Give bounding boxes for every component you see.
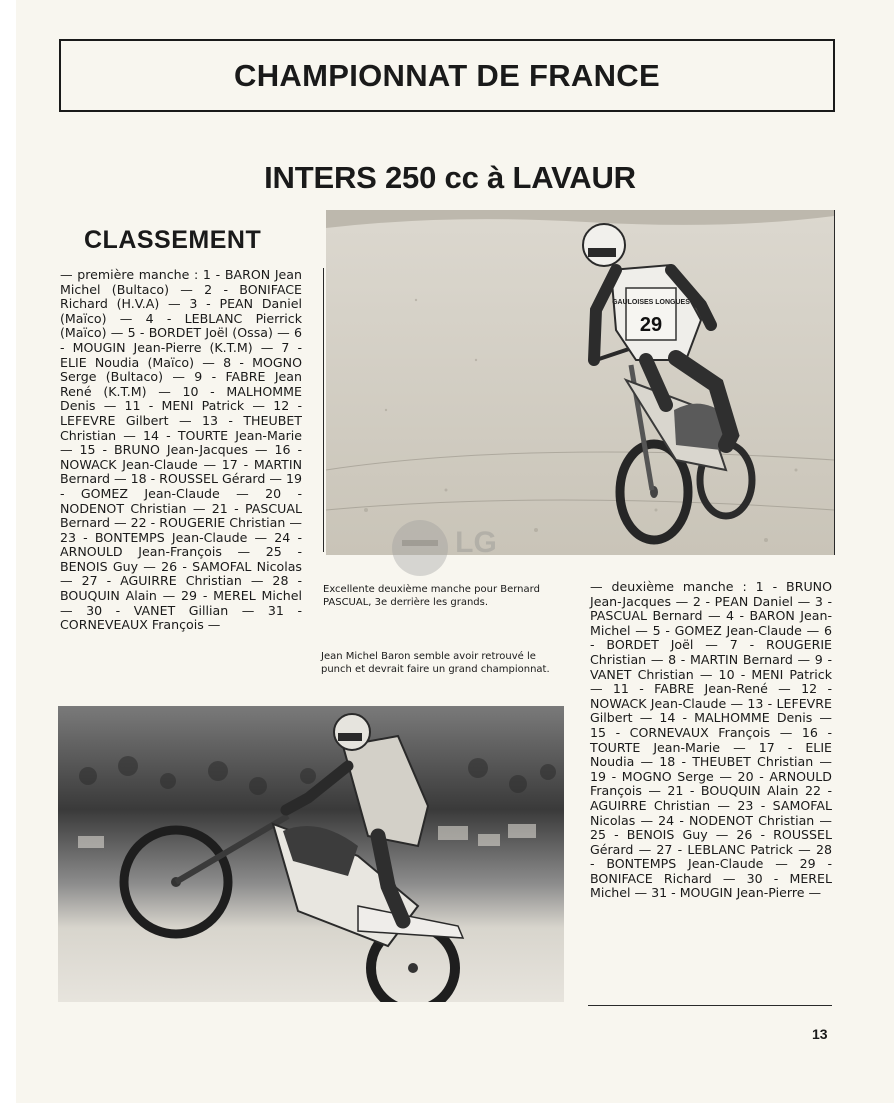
bib-sponsor: GAULOISES LONGUES — [612, 299, 690, 306]
rider-photo-baron-illustration — [58, 706, 564, 1002]
section-title: CLASSEMENT — [84, 226, 262, 254]
rider-photo-pascual-illustration — [326, 210, 834, 555]
watermark-logo — [388, 512, 508, 582]
photo-frame-edge — [834, 210, 835, 555]
caption-pascual: Excellente deuxième manche pour Bernard PASCUAL, 3e derrière les grands. — [323, 584, 540, 608]
page-number: 13 — [812, 1026, 828, 1042]
caption-baron: Jean Michel Baron semble avoir retrouvé le punch et devrait faire un grand championnat. — [321, 651, 550, 675]
column-rule-bottom — [588, 1005, 832, 1006]
rider-photo-pascual — [326, 210, 834, 555]
header-box — [59, 39, 835, 112]
bib-number: 29 — [639, 314, 663, 336]
rider-photo-baron — [58, 706, 564, 1002]
second-heat-results: — deuxième manche : 1 - BRUNO Jean-Jacques — 2 - PEAN Daniel — 3 - PASCUAL Bernard — 4 - BARON Jean-Michel — 5 - GOMEZ Jean-Claude — 6 - BORDET Joël — 7 - ROUGERIE Christian — 8 - MARTIN Bernard — 9 - VANET Christian — 10 - MENI Patrick — 11 - FABRE Jean-René — 12 - NOWACK Jean-Claude — 13 - LEFEVRE Gilbert — 14 - MALHOMME Denis — 15 - CORNEVAUX François — 16 - TOURTE Jean-Marie — 17 - ELIE Noudia — 18 - THEUBET Christian — 19 - MOGNO Serge — 20 - ARNOULD François — 21 - BOUQUIN Alain 22 - AGUIRRE Christian — 23 - SAMOFAL Nicolas — 24 - NODENOT Christian — 25 - BENOIS Guy — 26 - ROUSSEL Gérard — 27 - LEBLANC Patrick — 28 - BONTEMPS Jean-Claude — 29 - BONIFACE Richard — 30 - MEREL Michel — 31 - MOUGIN Jean-Pierre — — [590, 579, 832, 901]
svg-text:LG: LG — [455, 526, 497, 559]
page-heading: CHAMPIONNAT DE FRANCE — [234, 57, 660, 93]
first-heat-results: — première manche : 1 - BARON Jean Michel (Bultaco) — 2 - BONIFACE Richard (H.V.A) — 3 - PEAN Daniel (Maïco) — 4 - LEBLANC Pierrick (Maïco) — 5 - BORDET Joël (Ossa) — 6 - MOUGIN Jean-Pierre (K.T.M) — 7 - ELIE Noudia (Maïco) — 8 - MOGNO Serge (Bultaco) — 9 - FABRE Jean René (K.T.M) — 10 - MALHOMME Denis — 11 - MENI Patrick — 12 - LEFEVRE Gilbert — 13 - THEUBET Christian — 14 - TOURTE Jean-Marie — 15 - BRUNO Jean-Jacques — 16 - NOWACK Jean-Claude — 17 - MARTIN Bernard — 18 - ROUSSEL Gérard — 19 - GOMEZ Jean-Claude — 20 - NODENOT Christian — 21 - PASCUAL Bernard — 22 - ROUGERIE Christian — 23 - BONTEMPS Jean-Claude — 24 - ARNOULD Jean-François — 25 - BENOIS Guy — 26 - SAMOFAL Nicolas — 27 - AGUIRRE Christian — 28 - BOUQUIN Alain — 29 - MEREL Michel — 30 - VANET Gillian — 31 - CORNEVEAUX François — — [60, 267, 302, 633]
column-divider-left — [323, 268, 324, 552]
article-subtitle: INTERS 250 cc à LAVAUR — [264, 160, 636, 195]
